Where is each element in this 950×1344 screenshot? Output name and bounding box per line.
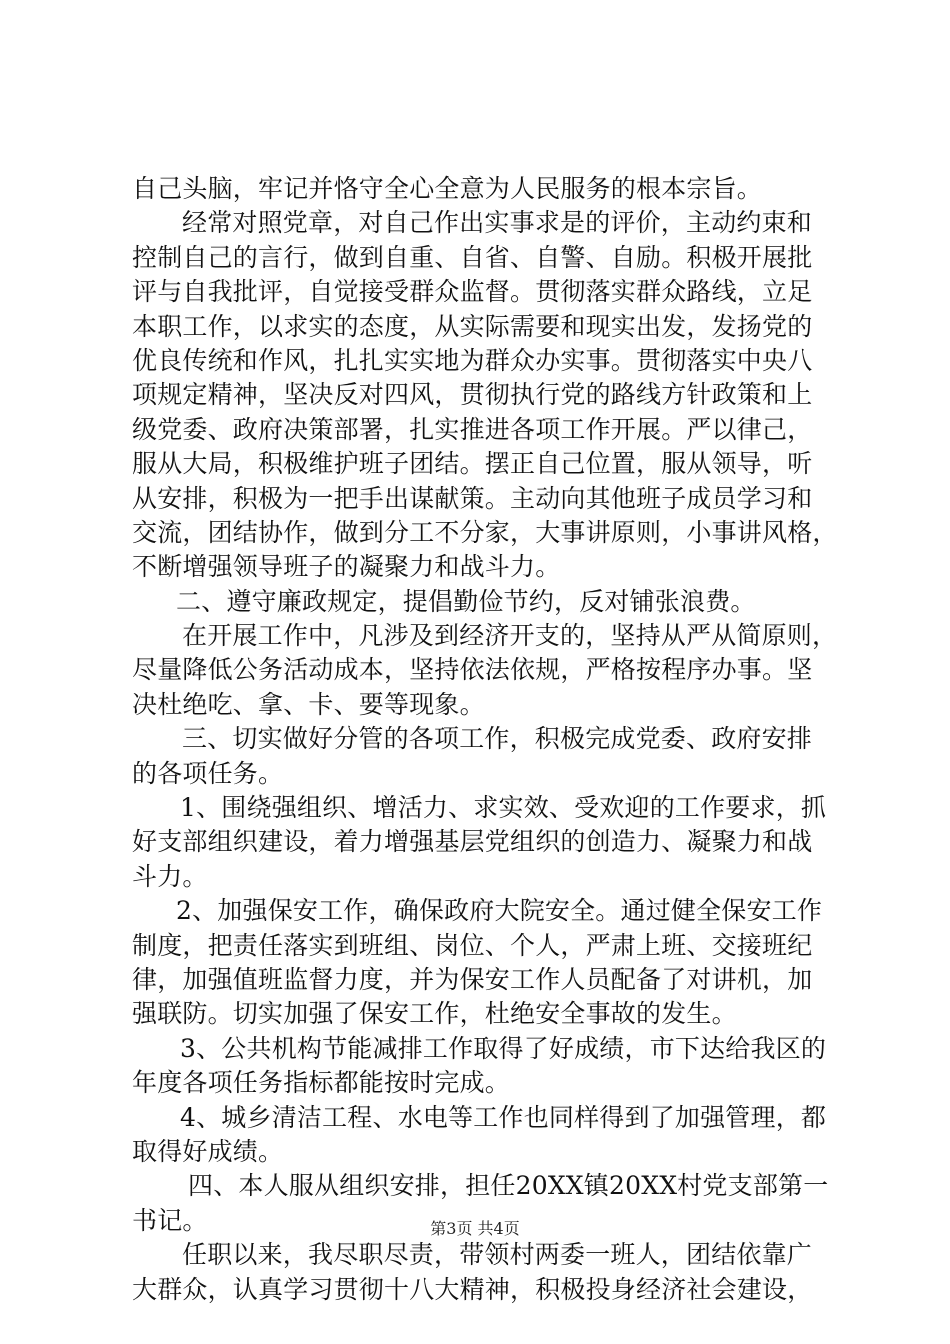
text-line: 律，加强值班监督力度，并为保安工作人员配备了对讲机，加 (132, 964, 813, 994)
text-line: 的各项任务。 (132, 758, 284, 788)
text-line: 评与自我批评，自觉接受群众监督。贯彻落实群众路线，立足 (132, 277, 813, 307)
text-line: 大群众，认真学习贯彻十八大精神，积极投身经济社会建设， (132, 1274, 813, 1304)
text-line: 不断增强领导班子的凝聚力和战斗力。 (132, 552, 561, 582)
text-line: 四、本人服从组织安排，担任20XX镇20XX村党支部第一 (188, 1171, 829, 1201)
text-line: 项规定精神，坚决反对四风，贯彻执行党的路线方针政策和上 (132, 380, 813, 410)
text-line: 任职以来，我尽职尽责，带领村两委一班人，团结依靠广 (182, 1240, 813, 1270)
text-line: 2、加强保安工作，确保政府大院安全。通过健全保安工作 (176, 896, 823, 926)
text-line: 年度各项任务指标都能按时完成。 (132, 1068, 511, 1098)
text-line: 书记。 (132, 1205, 208, 1235)
page-footer: 第3页 共4页 (430, 1219, 520, 1238)
text-line: 交流，团结协作，做到分工不分家，大事讲原则，小事讲风格， (132, 517, 838, 547)
text-line: 决杜绝吃、拿、卡、要等现象。 (132, 689, 485, 719)
text-line: 从安排，积极为一把手出谋献策。主动向其他班子成员学习和 (132, 483, 813, 513)
text-line: 在开展工作中，凡涉及到经济开支的，坚持从严从简原则， (182, 621, 838, 651)
document-body (132, 172, 838, 1307)
text-line: 好支部组织建设，着力增强基层党组织的创造力、凝聚力和战 (132, 827, 813, 857)
text-line: 经常对照党章，对自己作出实事求是的评价，主动约束和 (182, 208, 813, 238)
text-line: 二、遵守廉政规定，提倡勤俭节约，反对铺张浪费。 (176, 586, 756, 616)
text-line: 尽量降低公务活动成本，坚持依法依规，严格按程序办事。坚 (132, 655, 813, 685)
text-line: 本职工作，以求实的态度，从实际需要和现实出发，发扬党的 (132, 311, 813, 341)
text-line: 优良传统和作风，扎扎实实地为群众办实事。贯彻落实中央八 (132, 345, 813, 375)
text-line: 控制自己的言行，做到自重、自省、自警、自励。积极开展批 (132, 242, 813, 272)
text-line: 1、围绕强组织、增活力、求实效、受欢迎的工作要求，抓 (180, 793, 827, 823)
text-line: 斗力。 (132, 861, 208, 891)
text-line: 取得好成绩。 (132, 1136, 284, 1166)
text-line: 强联防。切实加强了保安工作，杜绝安全事故的发生。 (132, 999, 737, 1029)
text-line: 3、公共机构节能减排工作取得了好成绩，市下达给我区的 (180, 1033, 827, 1063)
text-line: 服从大局，积极维护班子团结。摆正自己位置，服从领导，听 (132, 449, 813, 479)
text-line: 级党委、政府决策部署，扎实推进各项工作开展。严以律己， (132, 414, 813, 444)
text-line: 制度，把责任落实到班组、岗位、个人，严肃上班、交接班纪 (132, 930, 813, 960)
text-line: 4、城乡清洁工程、水电等工作也同样得到了加强管理，都 (180, 1102, 827, 1132)
text-line: 三、切实做好分管的各项工作，积极完成党委、政府安排 (182, 724, 813, 754)
text-line: 自己头脑，牢记并恪守全心全意为人民服务的根本宗旨。 (132, 174, 763, 203)
